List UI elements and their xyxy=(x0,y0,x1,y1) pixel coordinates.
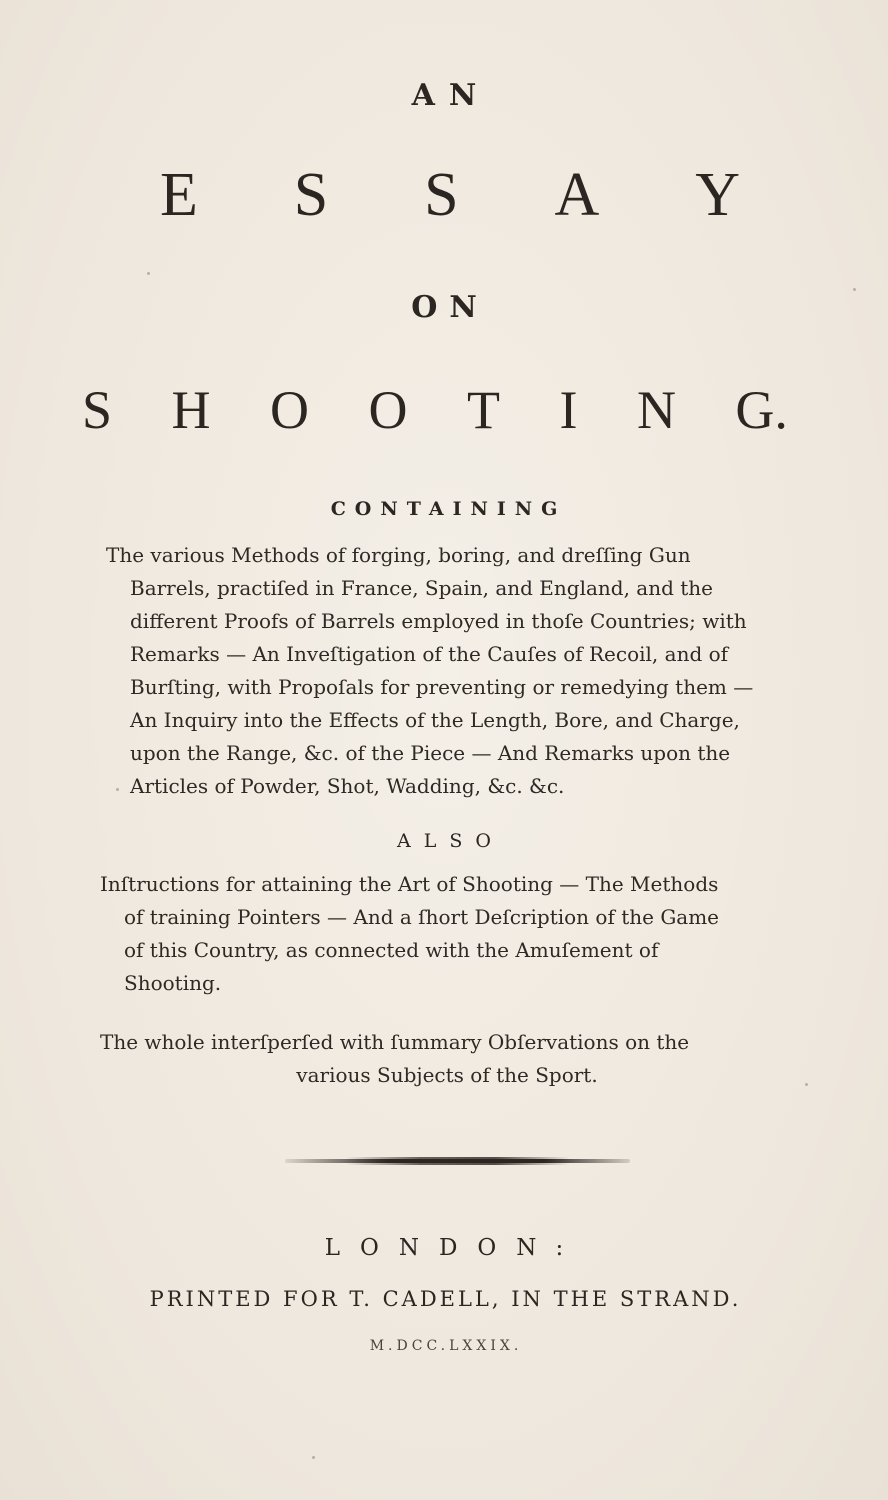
containing-line: An Inquiry into the Effects of the Length, Bore, and Charge, xyxy=(130,708,740,732)
title-shooting xyxy=(82,380,788,440)
title-on: ON xyxy=(411,290,489,325)
shooting-letter: G. xyxy=(735,380,788,440)
paper-speck xyxy=(805,1083,808,1086)
also-heading: ALSO xyxy=(397,830,504,852)
containing-line: Burſting, with Propoſals for preventing or remedying them — xyxy=(130,675,754,699)
ornamental-rule xyxy=(285,1159,630,1163)
paper-speck xyxy=(116,788,119,791)
shooting-letter: T xyxy=(466,380,500,440)
paper-speck xyxy=(853,288,856,291)
essay-letter: Y xyxy=(695,161,740,229)
title-an: AN xyxy=(411,78,491,113)
also-line: of training Pointers — And a ſhort Deſcription of the Game xyxy=(124,905,720,929)
containing-line: Articles of Powder, Shot, Wadding, &c. &c. xyxy=(130,774,565,798)
shooting-letter: H xyxy=(171,380,211,440)
shooting-letter: I xyxy=(559,380,578,440)
shooting-letter: S xyxy=(82,380,113,440)
essay-letter: S xyxy=(293,161,329,229)
shooting-letter: O xyxy=(270,380,310,440)
essay-letter: S xyxy=(424,161,459,229)
imprint-printer: PRINTED FOR T. CADELL, IN THE STRAND. xyxy=(149,1287,742,1311)
containing-line: upon the Range, &c. of the Piece — And Remarks upon the xyxy=(130,741,731,765)
containing-heading: CONTAINING xyxy=(330,498,567,520)
shooting-letter: N xyxy=(636,380,676,440)
whole-line: The whole interſperſed with ſummary Obſervations on the xyxy=(100,1030,690,1054)
paper-speck xyxy=(147,272,150,275)
containing-line: Remarks — An Inveſtigation of the Cauſes of Recoil, and of xyxy=(130,642,729,666)
containing-line: Barrels, practiſed in France, Spain, and England, and the xyxy=(130,576,714,600)
shooting-letter: O xyxy=(368,380,408,440)
containing-line: different Proofs of Barrels employed in thoſe Countries; with xyxy=(130,609,747,633)
paper-speck xyxy=(312,1456,315,1459)
whole-line: various Subjects of the Sport. xyxy=(296,1063,598,1087)
containing-line: The various Methods of forging, boring, and dreſſing Gun xyxy=(106,543,691,567)
whole-paragraph xyxy=(100,1026,794,1092)
imprint-city: LONDON: xyxy=(324,1235,584,1261)
title-essay xyxy=(160,160,740,230)
also-paragraph xyxy=(100,868,794,1000)
imprint-date: M.DCC.LXXIX. xyxy=(369,1338,523,1354)
also-line: of this Country, as connected with the Amuſement of xyxy=(124,938,659,962)
containing-paragraph xyxy=(106,539,794,803)
essay-letter: A xyxy=(554,161,600,229)
essay-letter: E xyxy=(160,161,198,229)
also-line: Shooting. xyxy=(124,971,222,995)
also-line: Inſtructions for attaining the Art of Shooting — The Methods xyxy=(100,872,719,896)
